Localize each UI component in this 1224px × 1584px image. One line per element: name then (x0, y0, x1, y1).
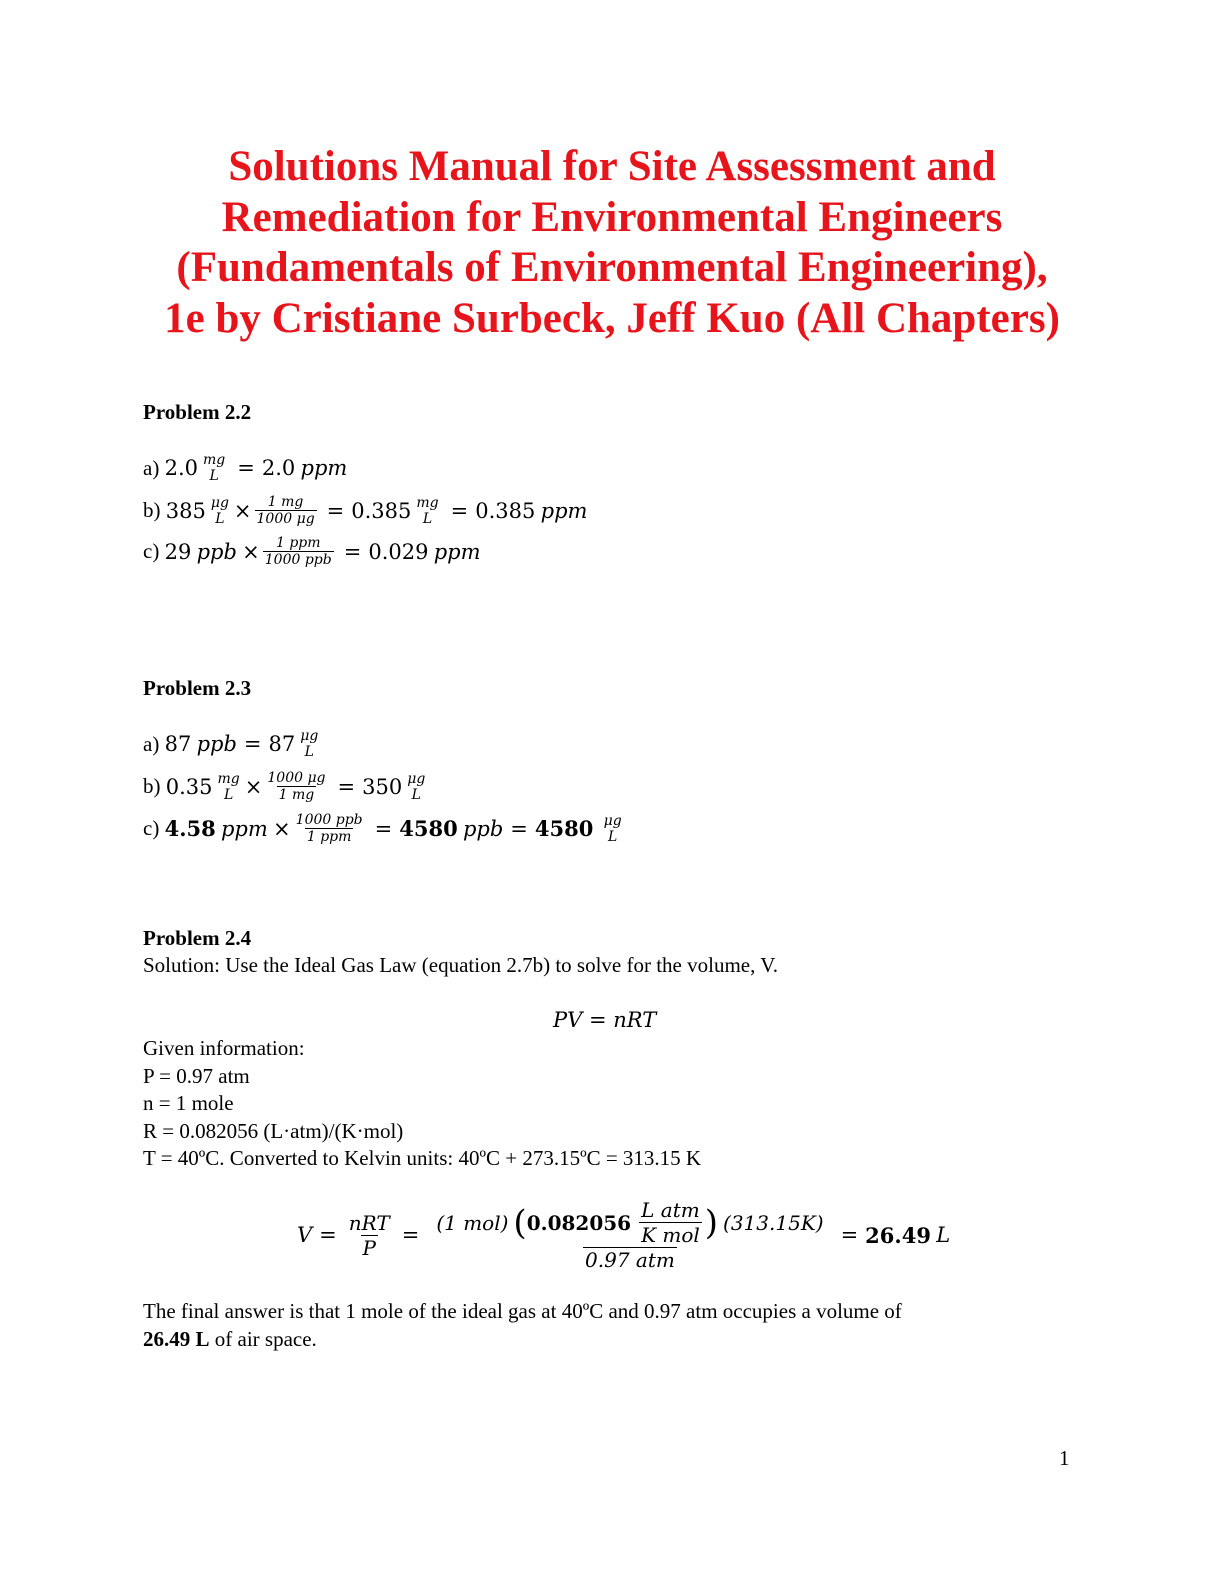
part-label: c) (143, 816, 160, 840)
problem-2-4-heading: Problem 2.4 (143, 926, 252, 950)
conversion-fraction: $\frac{1000 \mu g}{1 mg}$ (267, 770, 326, 803)
given-temperature: T = 40ºC. Converted to Kelvin units: 40ºC + 273.15ºC = 313.15 K (143, 1146, 702, 1170)
part-label: c) (143, 539, 160, 563)
conversion-fraction: $\frac{1 mg}{1000 \mu g}$ (256, 494, 315, 527)
final-answer-value: 26.49 L (143, 1326, 210, 1351)
part-label: a) (143, 731, 160, 756)
final-answer (143, 1298, 902, 1353)
unit-fraction: μg L (603, 812, 622, 845)
problem-2-2-c: c) 29 ppb × $\frac{\text{1 ppm}}{\text{1000 ppb}}$ = 0.029 ppm (143, 535, 481, 568)
given-gas-constant: R = 0.082056 (L·atm)/(K·mol) (143, 1118, 404, 1143)
given-pressure: P = 0.97 atm (143, 1063, 250, 1088)
unit-fraction: μg L (210, 494, 229, 527)
problem-2-4-solution: Solution: Use the Ideal Gas Law (equation 2.7b) to solve for the volume, V. (143, 953, 778, 977)
unit-fraction: μg L (300, 728, 319, 760)
title-line-1: Solutions Manual for Site Assessment and (228, 143, 996, 190)
conversion-fraction: $\frac{\text{1000 ppb}}{\text{1 ppm}}$ (295, 812, 363, 845)
title-line-4: 1e by Cristiane Surbeck, Jeff Kuo (All Chapters) (164, 294, 1060, 342)
problem-2-2-a: a) 2.0 mg L = 2.0 ppm (143, 452, 348, 484)
given-moles: n = 1 mole (143, 1091, 234, 1115)
unit-fraction: $\frac{\text{L atm}}{\text{K mol}}$ (641, 1198, 700, 1247)
substituted-fraction: (1 mol) ( 0.082056 $\frac{\text{L atm}}{\text{K mol}}$ ) (313.15K) 0.97 atm (436, 1198, 824, 1272)
problem-2-3-b: b) 0.35 mg L × $\frac{1000 \mu g}{1 mg}$ = 350 μg L (143, 770, 426, 803)
final-answer-line-1: The final answer is that 1 mole of the ideal gas at 40ºC and 0.97 atm occupies a volume of (143, 1299, 902, 1323)
part-label: b) (143, 498, 161, 522)
given-label: Given information: (143, 1036, 305, 1060)
part-label: b) (143, 774, 161, 798)
problem-2-3-heading: Problem 2.3 (143, 676, 252, 700)
title-line-2: Remediation for Environmental Engineers (221, 193, 1003, 241)
volume-equation: V = $\frac{\text{nRT}}{P}$ = (1 mol) ( 0.082056 $\frac{\text{L atm}}{\text{K mol}}$ ) (313.15K) 0.97 atm = 26.49 L (297, 1198, 951, 1272)
title-line-3: (Fundamentals of Environmental Engineering), (176, 244, 1048, 291)
final-answer-line-2: 26.49 L of air space. (143, 1326, 317, 1351)
conversion-fraction: $\frac{\text{1 ppm}}{\text{1000 ppb}}$ (264, 535, 332, 568)
page-number: 1 (1059, 1446, 1070, 1470)
problem-2-3-c: c) 4.58 ppm × $\frac{\text{1000 ppb}}{\text{1 ppm}}$ = 4580 ppb = 4580 μg L (143, 812, 622, 845)
part-label: a) (143, 455, 160, 480)
unit-fraction: mg L (416, 494, 439, 527)
problem-2-3-a: a) 87 ppb = 87 μg L (143, 728, 319, 760)
ideal-gas-law: PV = nRT (553, 1008, 657, 1032)
nrt-over-p-fraction: $\frac{\text{nRT}}{P}$ (348, 1210, 390, 1260)
given-information (143, 1035, 701, 1173)
document-title (0, 142, 1224, 344)
problem-2-2-b: b) 385 μg L × $\frac{1 mg}{1000 \mu g}$ = 0.385 mg L = 0.385 ppm (143, 494, 588, 527)
unit-fraction: mg L (217, 770, 240, 803)
problem-2-2-heading: Problem 2.2 (143, 400, 252, 424)
unit-fraction: mg L (202, 452, 226, 484)
unit-fraction: μg L (407, 770, 426, 803)
